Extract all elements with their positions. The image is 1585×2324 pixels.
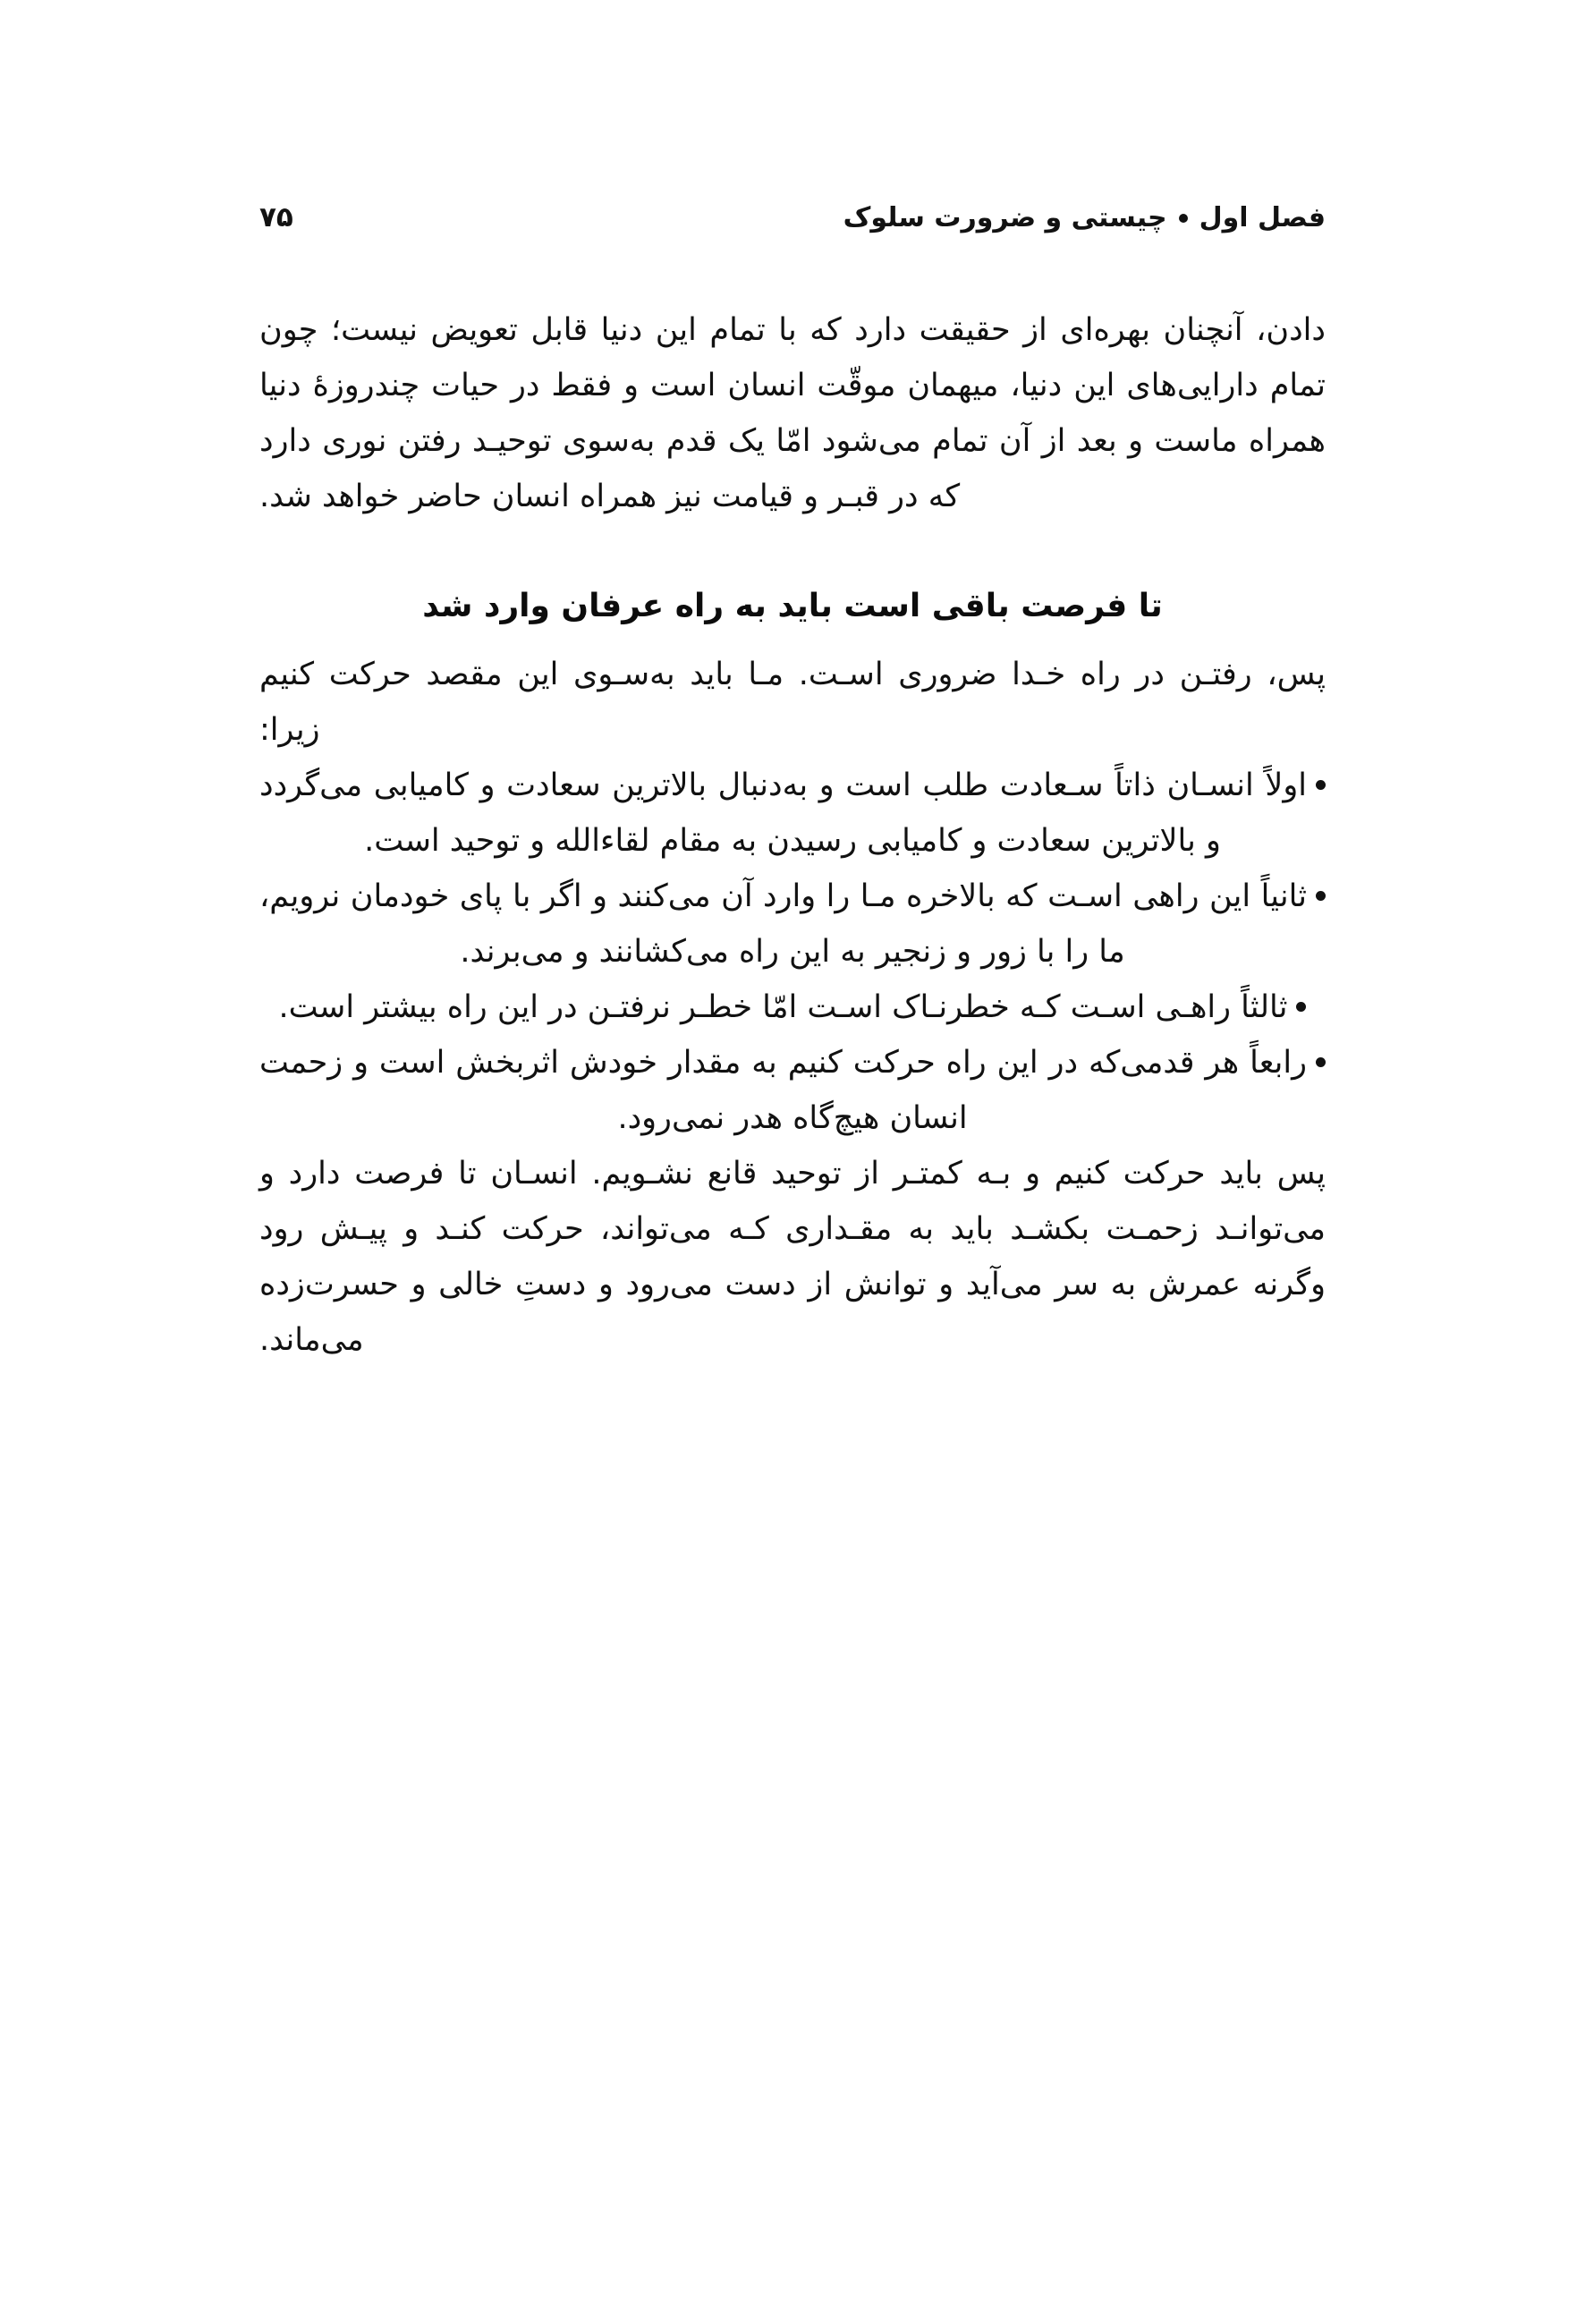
paragraph-1: دادن، آنچنان بهره‌ای از حقیقت دارد که با تمام این دنیا قابل تعویض نیست؛ چون تمام دارایی‌های این دنیا، میهمان موقّت انسان است و فقط در حیات چندروزهٔ دنیا همراه ماست و بعد از آن تمام می‌شود امّا یک قدم به‌سوی توحیـد رفتن نوری دارد که در قبـر و قیامت نیز همراه انسان حاضر خواهد شد. [259, 312, 1326, 514]
list-item [259, 980, 1326, 1036]
paragraph-3: پس باید حرکت کنیم و بـه کمتـر از توحید قانع نشـویم. انسـان تا فرصت دارد و می‌توانـد زحمـت بکشـد باید به مقـداری کـه می‌تواند، حرکت کنـد و پیـش رود وگرنه عمرش به سر می‌آید و توانش از دست می‌رود و دستِ خالی و حسرت‌زده می‌ماند. [259, 1155, 1326, 1358]
bullet-list [259, 759, 1326, 1147]
bullet-separator-icon [1179, 214, 1188, 223]
page-content [259, 201, 1326, 1369]
list-item [259, 1036, 1326, 1147]
bullet-dot-icon [1316, 891, 1326, 901]
list-item-text: ثالثاً راهـی اسـت کـه خطرنـاک اسـت امّا خطـر نرفتـن در این راه بیشتر است. [278, 988, 1288, 1025]
section-heading: تا فرصت باقی است باید به راه عرفان وارد شد [422, 587, 1163, 624]
paragraph-2: پس، رفتـن در راه خـدا ضروری اسـت. مـا باید به‌سـوی این مقصد حرکت کنیم زیرا: [259, 657, 1326, 749]
bullet-dot-icon [1316, 1057, 1326, 1067]
list-item-text: اولاً انسـان ذاتاً سـعادت طلب است و به‌دنبال بالاترین سعادت و کامیابی می‌گردد و بالاترین سعادت و کامیابی رسیدن به مقام لقاءالله و توحید است. [259, 768, 1307, 860]
list-item [259, 759, 1326, 869]
list-item-text: ثانیاً این راهی اسـت که بالاخره مـا را وارد آن می‌کنند و اگر با پای خودمان نرویم، ما را با زور و زنجیر به این راه می‌کشانند و می‌برند. [259, 878, 1307, 971]
running-head-subject: چیستی و ضرورت سلوک [843, 202, 1167, 233]
bullet-dot-icon [1296, 1002, 1306, 1012]
running-head [259, 201, 1326, 233]
list-item-text: رابعاً هر قدمی‌که در این راه حرکت کنیم به مقدار خودش اثربخش است و زحمت انسان هیچ‌گاه هدر نمی‌رود. [259, 1044, 1307, 1136]
running-head-chapter: فصل اول [1199, 202, 1326, 233]
list-item [259, 869, 1326, 980]
running-head-title [843, 202, 1326, 233]
bullet-dot-icon [1316, 780, 1326, 790]
page-number: ۷۵ [259, 201, 293, 233]
